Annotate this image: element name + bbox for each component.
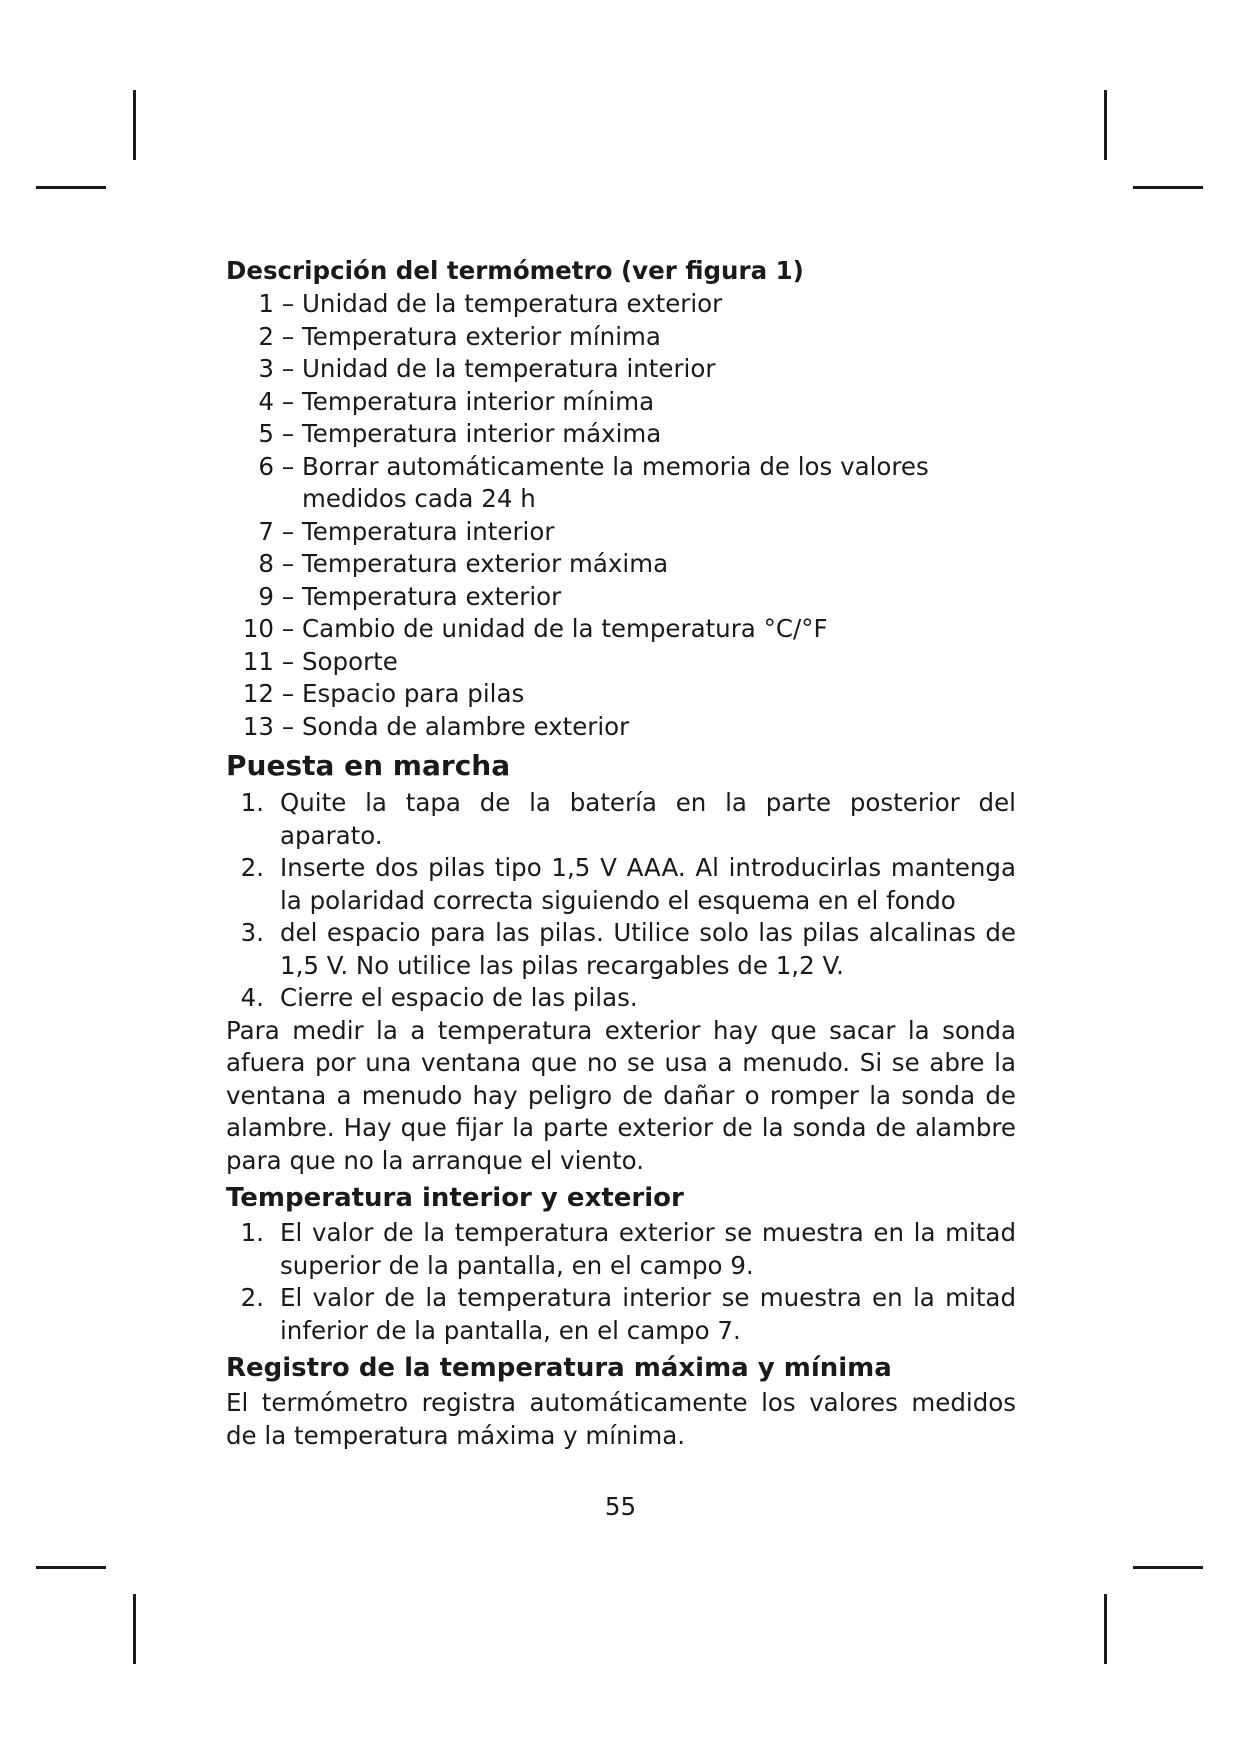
crop-mark-top-right-horizontal (1133, 186, 1203, 189)
crop-mark-bottom-left-horizontal (36, 1566, 106, 1569)
crop-mark-bottom-right-vertical (1104, 1594, 1107, 1664)
description-heading: Descripción del termómetro (ver figura 1) (226, 256, 804, 285)
description-item: 9 – Temperatura exterior (258, 581, 562, 611)
temperature-heading: Temperatura interior y exterior (226, 1183, 684, 1213)
crop-mark-top-left-vertical (133, 90, 136, 160)
description-item: 2 – Temperatura exterior mínima (258, 321, 661, 351)
crop-mark-bottom-right-horizontal (1133, 1566, 1203, 1569)
description-item: 1 – Unidad de la temperatura exterior (258, 289, 723, 318)
description-item: 5 – Temperatura interior máxima (258, 419, 662, 448)
startup-step: 1. Quite la tapa de la batería en la parte posterior del aparato. (240, 788, 1016, 850)
description-item: 10 – Cambio de unidad de la temperatura °C/°F (242, 614, 828, 643)
crop-mark-bottom-left-vertical (133, 1594, 136, 1664)
description-item: 12 – Espacio para pilas (242, 679, 525, 708)
startup-steps (226, 787, 1016, 1015)
temperature-step: 2. El valor de la temperatura interior se muestra en la mitad inferior de la pantalla, en el campo 7. (240, 1283, 1016, 1345)
page-number: 55 (604, 1492, 637, 1521)
startup-step: 4. Cierre el espacio de las pilas. (240, 983, 638, 1012)
description-list (226, 288, 1016, 743)
register-heading: Registro de la temperatura máxima y mínima (226, 1353, 892, 1383)
startup-step: 2. Inserte dos pilas tipo 1,5 V AAA. Al introducirlas mantenga la polaridad correcta siguiendo el esquema en el fondo (240, 853, 1016, 915)
description-item: 13 – Sonda de alambre exterior (242, 711, 630, 741)
description-item: 11 – Soporte (242, 646, 398, 676)
description-item: 7 – Temperatura interior (258, 516, 555, 546)
startup-heading: Puesta en marcha (226, 749, 511, 782)
register-paragraph: El termómetro registra automáticamente los valores medidos de la temperatura máxima y mínima. (226, 1388, 1016, 1450)
startup-step: 3. del espacio para las pilas. Utilice solo las pilas alcalinas de 1,5 V. No utilice las pilas recargables de 1,2 V. (240, 918, 1016, 980)
temperature-step: 1. El valor de la temperatura exterior se muestra en la mitad superior de la pantalla, en el campo 9. (240, 1218, 1016, 1280)
page-content (226, 254, 1016, 1452)
description-item: 4 – Temperatura interior mínima (258, 386, 655, 416)
startup-paragraph: Para medir la a temperatura exterior hay que sacar la sonda afuera por una ventana que no se usa a menudo. Si se abre la ventana a menudo hay peligro de dañar o romper la sonda de alambre. Hay que fijar la parte exterior de la sonda de alambre para que no la arranque el viento. (226, 1015, 1016, 1175)
crop-mark-top-left-horizontal (36, 186, 106, 189)
crop-mark-top-right-vertical (1104, 90, 1107, 160)
description-item: 3 – Unidad de la temperatura interior (258, 354, 716, 383)
temperature-steps (226, 1217, 1016, 1347)
description-item: 8 – Temperatura exterior máxima (258, 549, 669, 578)
description-item: 6 – Borrar automáticamente la memoria de los valores medidos cada 24 h (258, 451, 929, 513)
